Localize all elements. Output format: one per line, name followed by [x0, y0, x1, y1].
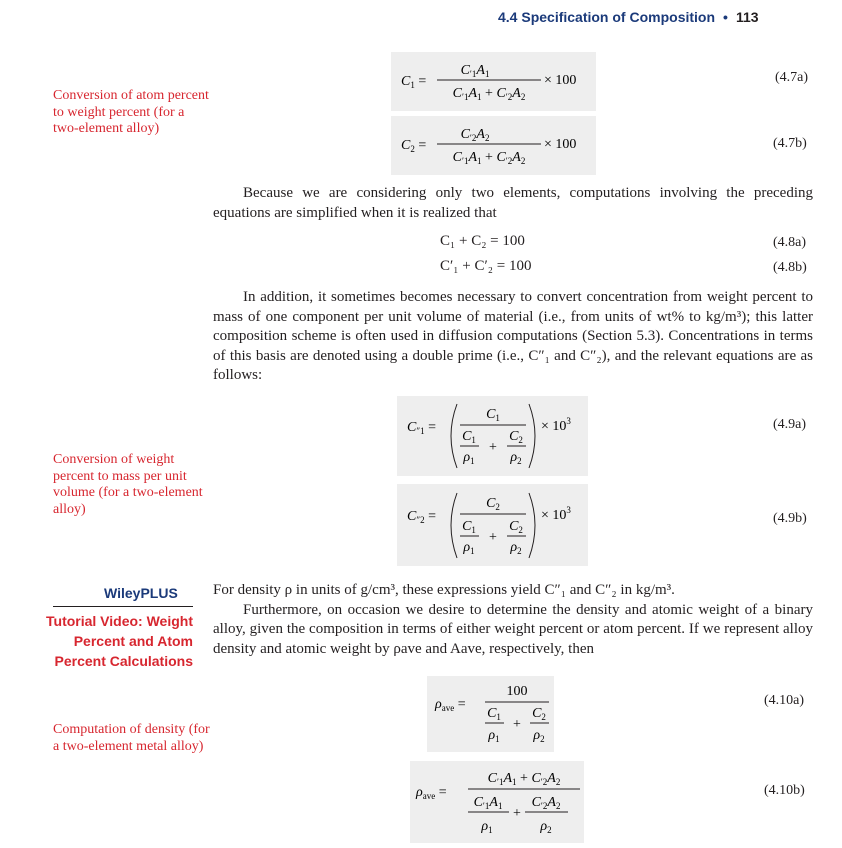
equation-number: (4.9b): [773, 511, 807, 526]
equation-4-7b-box: [391, 116, 596, 175]
eq-numerator: $C_{'2}A_2$: [460, 127, 490, 143]
eq-lhs: $C_{''1}$ =: [407, 420, 436, 436]
eq-lhs: $\rho_{ave}$ =: [435, 697, 466, 713]
header-separator: •: [723, 9, 728, 25]
eq-lhs: $C_1$ =: [401, 74, 427, 90]
eq-numerator: $C_{'1}A_1$: [460, 63, 490, 79]
running-header: [498, 9, 759, 25]
paragraph-text: Because we are considering only two elements, computations involving the preceding equations are simplified when it is realized that: [213, 185, 813, 221]
equation-4-10b-box: [410, 761, 584, 843]
sub-denominator: $\rho_1$: [488, 728, 500, 744]
sub-numerator: $C_1$: [462, 519, 476, 535]
equation-4-9b: [397, 484, 588, 566]
eq-multiplier: × $10^3$: [541, 416, 571, 434]
body-paragraph: [213, 288, 813, 386]
margin-note-weight-to-mass: Conversion of weight percent to mass per unit volume (for a two-element alloy): [53, 452, 203, 517]
sub-numerator: $C_1$: [487, 706, 501, 722]
equation-number: (4.10b): [764, 783, 805, 798]
equation-number: (4.7b): [773, 136, 807, 151]
body-paragraph: [213, 581, 813, 659]
equation-number: (4.10a): [764, 693, 805, 708]
equation-number: (4.9a): [773, 417, 807, 432]
equation-4-8a: C₁ + C₂ = 100: [440, 233, 525, 249]
margin-note-density: Computation of density (for a two-element metal alloy): [53, 722, 210, 754]
left-paren: [451, 493, 457, 558]
equation-number: (4.8a): [773, 235, 807, 250]
wileyplus-divider: [53, 606, 193, 607]
plus-sign: +: [489, 530, 497, 545]
eq-lhs: $\rho_{ave}$ =: [416, 785, 447, 801]
sub-denominator: $\rho_1$: [463, 450, 475, 466]
equation-4-7a-box: [391, 52, 596, 111]
sub-denominator: $\rho_2$: [533, 728, 545, 744]
eq-multiplier: × 100: [544, 73, 577, 88]
plus-sign: +: [513, 806, 521, 821]
wileyplus-brand: WileyPLUS: [104, 585, 178, 601]
eq-denominator: $C_{'1}A_1 + C_{'2}A_2$: [452, 150, 526, 166]
paragraph-text: In addition, it sometimes becomes necessary to convert concentration from weight percent to mass of one component per unit volume of material (i.e., from units of wt% to kg/m³); this latter composition scheme is often used in diffusion computations (Section 5.3). Concentrations in terms of this basis are denoted using a double prime (i.e., C″₁ and C″₂), and the relevant equations are as follows:: [213, 289, 813, 383]
sub-denominator: $\rho_1$: [481, 819, 493, 835]
eq-multiplier: × 100: [544, 137, 577, 152]
equation-4-9a-box: [397, 396, 588, 476]
plus-sign: +: [489, 440, 497, 455]
section-title: 4.4 Specification of Composition: [498, 9, 716, 25]
eq-lhs: $C_2$ =: [401, 138, 427, 154]
sub-numerator: $C_{'2}A_2$: [531, 795, 561, 811]
body-paragraph: [213, 184, 813, 223]
eq-numerator: $C_{'1}A_1 + C_{'2}A_2$: [487, 771, 561, 787]
equation-number: (4.7a): [775, 70, 809, 85]
sub-numerator: $C_1$: [462, 429, 476, 445]
equation-4-9a: [397, 396, 588, 476]
sub-denominator: $\rho_2$: [510, 450, 522, 466]
sub-numerator: $C_{'1}A_1$: [473, 795, 503, 811]
eq-lhs: $C_{''2}$ =: [407, 509, 436, 525]
eq-numerator: $C_1$: [486, 407, 500, 423]
right-paren: [529, 493, 535, 558]
eq-numerator: $C_2$: [486, 496, 500, 512]
sub-denominator: $\rho_1$: [463, 540, 475, 556]
plus-sign: +: [513, 717, 521, 732]
equation-4-7b: [391, 116, 596, 175]
sub-numerator: $C_2$: [509, 519, 523, 535]
eq-denominator: $C_{'1}A_1 + C_{'2}A_2$: [452, 86, 526, 102]
sub-denominator: $\rho_2$: [540, 819, 552, 835]
tutorial-video-link[interactable]: Tutorial Video: Weight Percent and Atom Percent Calculations: [46, 613, 193, 669]
paragraph-text: For density ρ in units of g/cm³, these expressions yield C″₁ and C″₂ in kg/m³.: [213, 582, 675, 598]
equation-4-10a: [427, 676, 554, 752]
eq-numerator: 100: [506, 684, 528, 699]
equation-4-10b: [410, 761, 584, 843]
left-paren: [451, 404, 457, 468]
equation-number: (4.8b): [773, 260, 807, 275]
equation-4-9b-box: [397, 484, 588, 566]
margin-note-atom-to-weight: Conversion of atom percent to weight percent (for a two-element alloy): [53, 88, 209, 136]
paragraph-text: Furthermore, on occasion we desire to determine the density and atomic weight of a binary alloy, given the composition in terms of either weight percent or atom percent. If we represent alloy density and atomic weight by ρave and Aave, respectively, then: [213, 601, 813, 657]
page-number: 113: [735, 9, 759, 25]
right-paren: [529, 404, 535, 468]
equation-4-10a-box: [427, 676, 554, 752]
equation-4-8b: C′₁ + C′₂ = 100: [440, 258, 532, 274]
sub-denominator: $\rho_2$: [510, 540, 522, 556]
equation-4-7a: [391, 52, 596, 111]
sub-numerator: $C_2$: [509, 429, 523, 445]
eq-multiplier: × $10^3$: [541, 505, 571, 523]
sub-numerator: $C_2$: [532, 706, 546, 722]
